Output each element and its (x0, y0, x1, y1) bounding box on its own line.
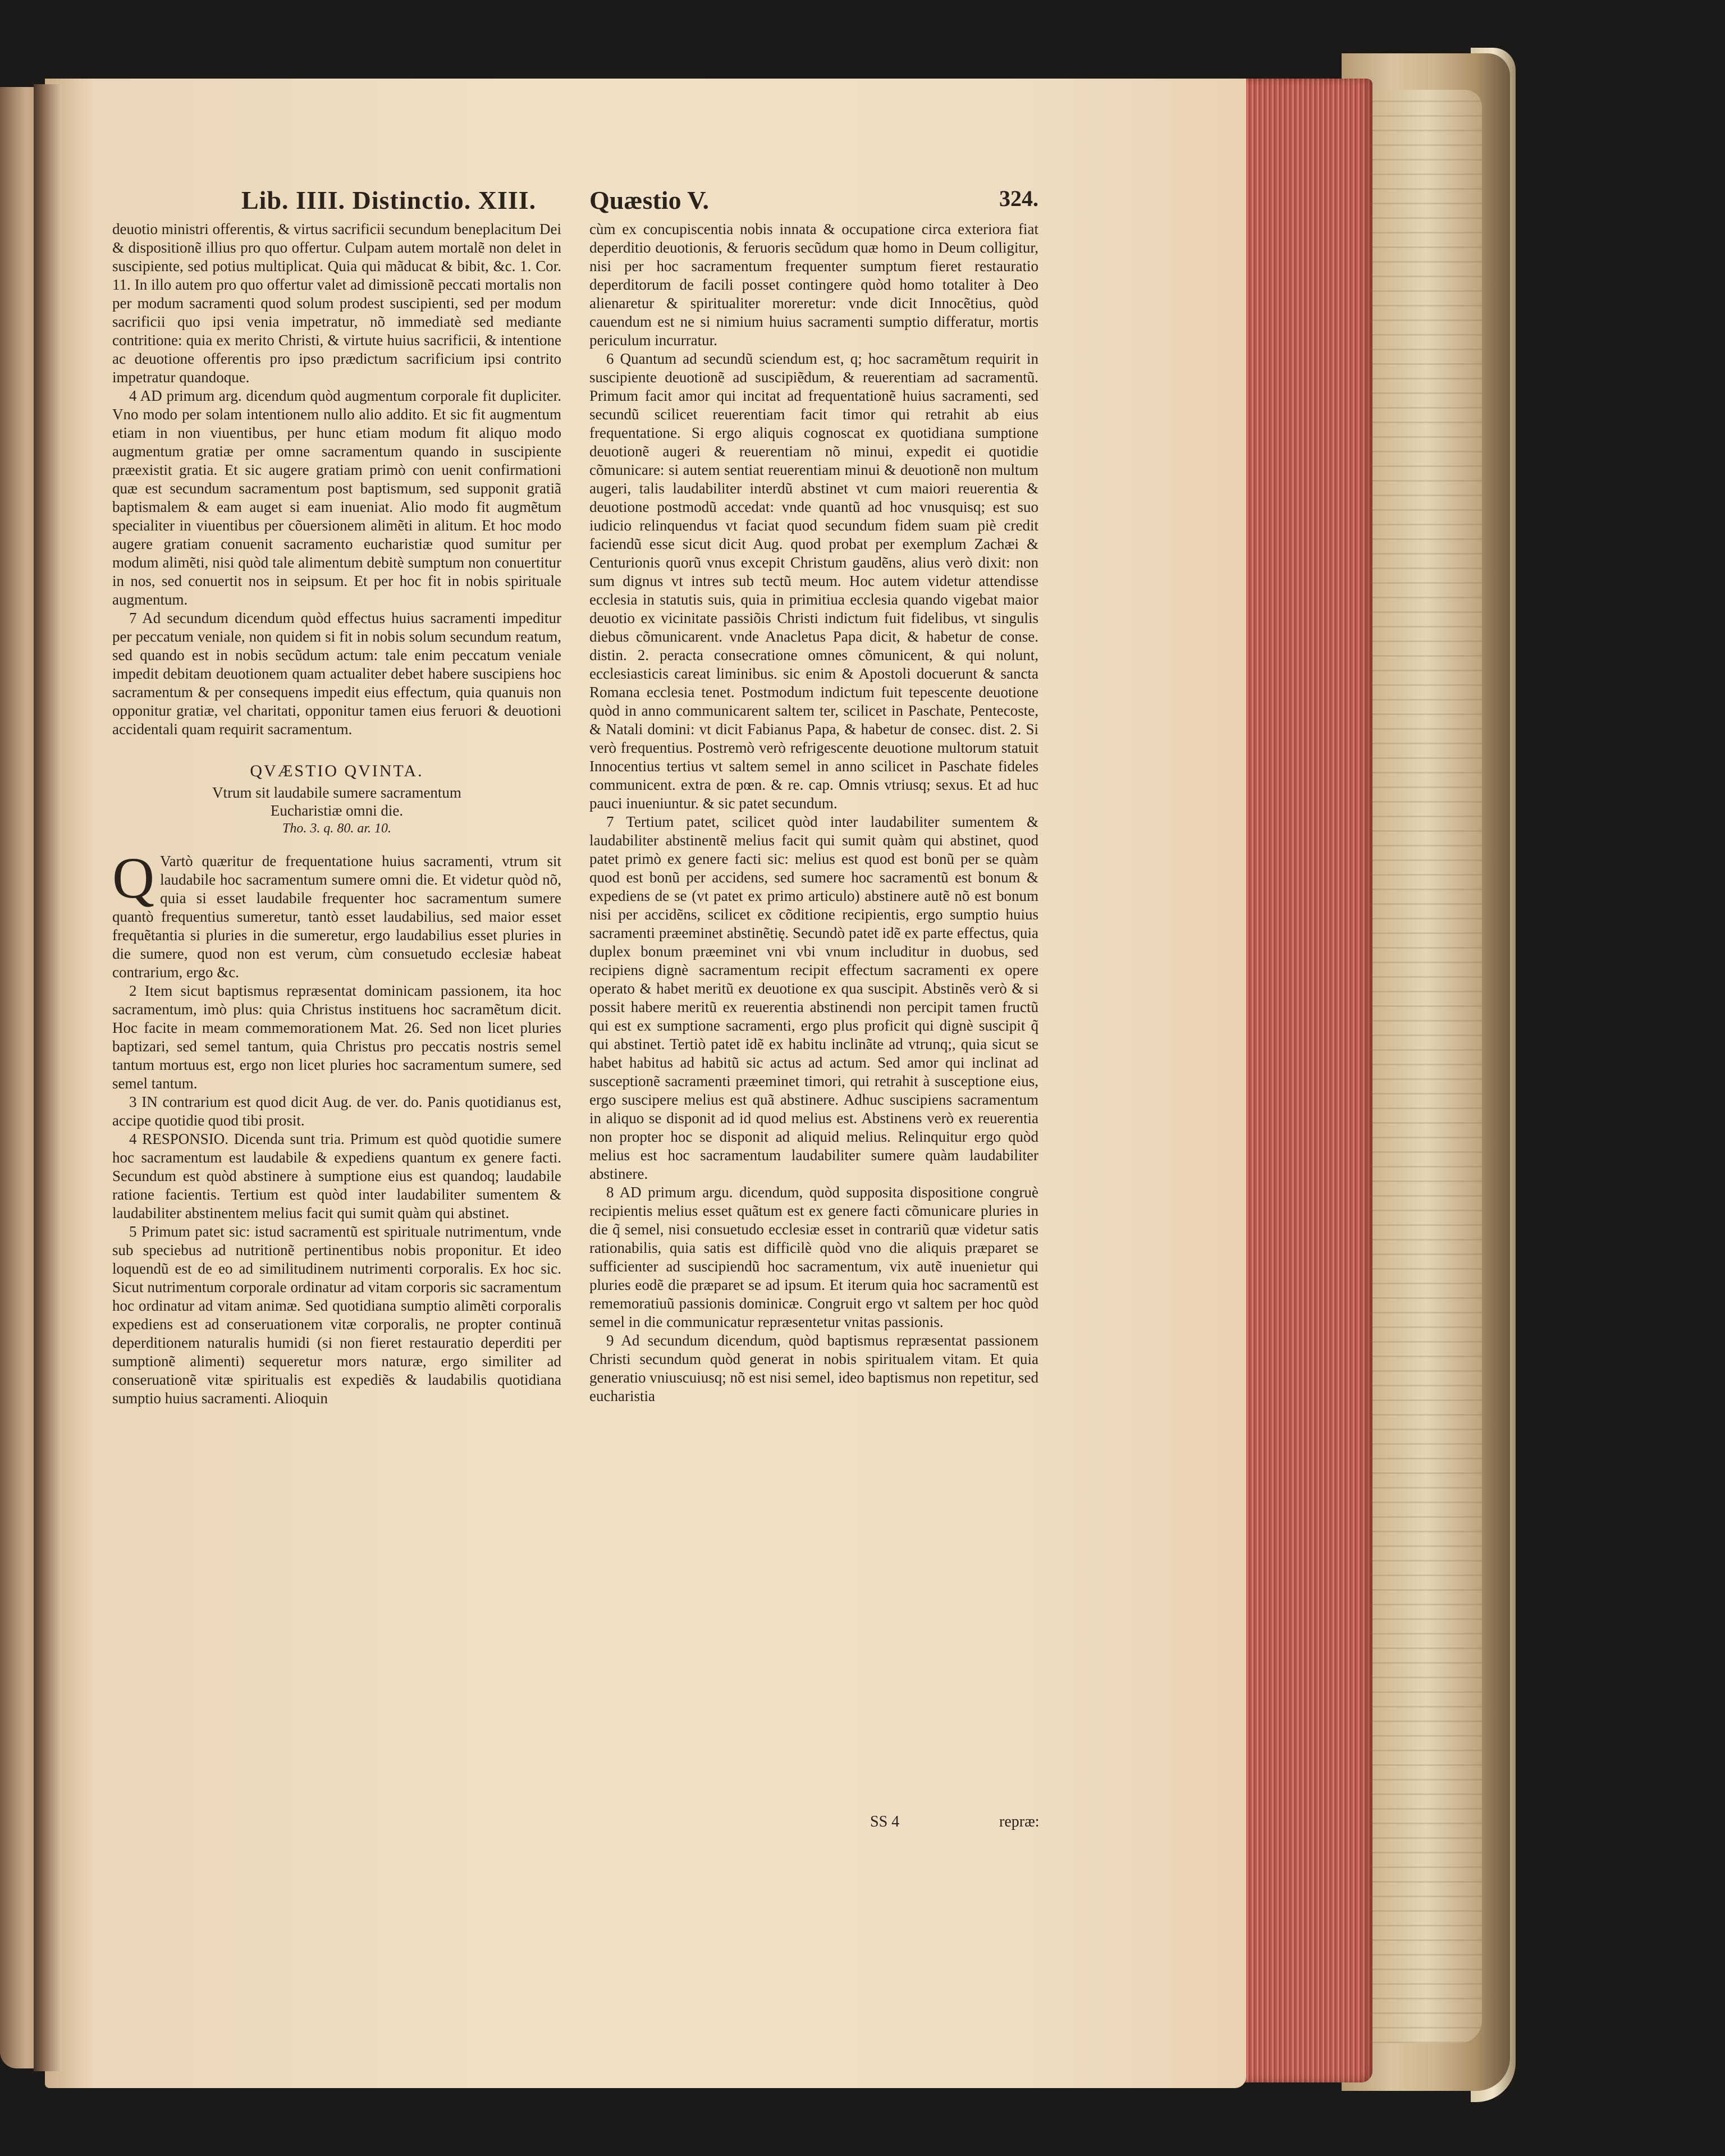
right-paragraph: cùm ex concupiscentia nobis innata & occupatione circa exteriora fiat deperditio deuotionis, & feruoris secũdum quæ homo in Deum colligitur, nisi per hoc sacramentum frequenter sumptum fieret restauratio deperditorum de facili posset contingere quòd homo totaliter à Deo alienaretur & spiritualiter moreretur: vnde dicit Innocẽtius, quòd cauendum est ne si nimium huius sacramenti sumptio differatur, mortis periculum incurratur. (589, 221, 1038, 349)
running-head (112, 185, 1038, 225)
question-citation: Tho. 3. q. 80. ar. 10. (282, 821, 392, 836)
running-head-left: Lib. IIII. Distinctio. XIII. (241, 186, 537, 214)
left-paragraph: deuotio ministri offerentis, & virtus sacrificii secundum beneplacitum Dei & dispositionẽ illius pro quo offertur. Culpam autem mortalẽ non delet in suscipiente, sed potius multiplicat. Quia qui mãducat & bibit, &c. 1. Cor. 11. In illo autem pro quo offertur valet ad dimissionẽ peccati mortalis non per modum sacramenti quod solum prodest suscipienti, sed per modum sacrificii quo ipsi venia impetratur, nõ immediatè sed mediante contritione: quia ex merito Christi, & virtute huius sacrificii, & intentione ac deuotione offerentis pro ipso prædictum sacrificium ipsi contrito impetratur quandoque. (112, 221, 561, 386)
right-column (589, 220, 1038, 1406)
right-paragraph: 9 Ad secundum dicendum, quòd baptismus repræsentat passionem Christi secundum quòd generat in nobis spiritualem vitam. Et quia generatio vniuscuiusq; nõ est nisi semel, ideo baptismus non repetitur, sed eucharistia (589, 1332, 1038, 1404)
right-paragraph: 8 AD primum argu. dicendum, quòd supposita dispositione congruè recipientis melius esset quãtum est ex genere facti cõmunicare pluries in die q̃ semel, nisi consuetudo ecclesiæ esset in contrariũ quæ videtur satis rationabilis, quia satis est difficilè quòd vno die aliquis præparet se sufficienter ad suscipiendũ hoc sacramentum, vix autẽ inuenietur qui pluries eodẽ die præparet se ad ipsum. Et iterum quia hoc sacramentũ est rememoratiuũ passionis dominicæ. Congruit ergo vt saltem per hoc quòd semel in die communicatur repræsentetur vnitas passionis. (589, 1184, 1038, 1330)
left-paragraph: 7 Ad secundum dicendum quòd effectus huius sacramenti impeditur per peccatum veniale, non quidem si fit in nobis solum secundum reatum, sed quando est in nobis secũdum actum: tale enim peccatum veniale impedit debitam deuotionem quam actualiter debet habere suscipiens hoc sacramentum & per consequens impedit eius effectum, quia quanuis non opponitur gratiæ, vel charitati, opponitur tamen eius feruori & deuotioni accidentali quam requirit sacramentum. (112, 610, 561, 738)
signature-mark: SS 4 (870, 1813, 900, 1830)
question-title-line-1: Vtrum sit laudabile sumere sacramentum (212, 784, 461, 801)
left-paragraph: 2 Item sicut baptismus repræsentat dominicam passionem, ita hoc sacramentum, imò plus: quia Christus instituens hoc sacramẽtum dicit. Hoc facite in meam commemorationem Mat. 26. Sed non licet pluries baptizari, sed semel tantum, quia Christus pro peccatis nostris semel tantum mortuus est, ergo non licet pluries hoc sacramentum sumere, sed semel tantum. (112, 982, 561, 1092)
red-page-edges (1235, 79, 1372, 2082)
binding-spine (1370, 90, 1482, 2043)
left-paragraph: 4 AD primum arg. dicendum quòd augmentum corporale fit dupliciter. Vno modo per solam intentionem nullo alio addito. Et sic fit augmentum etiam in non viuentibus, per hunc etiam modum fit aliquo modo augmentum gratiæ per omne sacramentum quando in suscipiente præexistit gratia. Et sic augere gratiam primò con uenit confirmationi quæ est secundum sacramentum post baptismum, sed supponit gratiã baptismalem & eam auget si eam inueniat. Alio modo fit augmẽtum specialiter in viuentibus per cõuersionem alimẽti in alitum. Et hoc modo augere gratiam conuenit sacramento eucharistiæ quod sumitur per modum alimẽti, nisi quòd tale alimentum debitè sumptum non conuertitur in nos, sed conuertit nos in seipsum. Et per hoc fit in nobis spirituale augmentum. (112, 387, 561, 608)
left-paragraph: 4 RESPONSIO. Dicenda sunt tria. Primum est quòd quotidie sumere hoc sacramentum est laudabile & expediens quantum ex genere facti. Secundum est quòd abstinere à sumptione eius est quandoq; laudabile ratione facientis. Tertium est quòd inter laudabiliter sumentem & laudabiliter abstinentem melius facit qui sumit quàm qui abstinet. (112, 1130, 561, 1221)
page-gutter (34, 84, 62, 2071)
left-paragraph-dropcap: QVartò quæritur de frequentatione huius sacramenti, vtrum sit laudabile hoc sacramentum sumere omni die. Et videtur quòd nõ, quia si esset laudabile frequenter hoc sacramentum sumere quantò frequentius sumeretur, tantò esset laudabilius, sed maior esset frequẽtantia si pluries in die sumeretur, ergo laudabilius esset pluries in die sumere, quod non est verum, cùm consuetudo ecclesiæ habeat contrarium, ergo &c. (112, 846, 561, 981)
right-paragraph: 7 Tertium patet, scilicet quòd inter laudabiliter sumentem & laudabiliter abstinentẽ melius facit qui sumit quàm qui abstinet, quod patet primò ex genere facti sic: melius est quod est bonũ per se quàm quod est bonũ per accidens, sed sumere hoc sacramentũ est bonum & expediens de se (vt patet ex primo articulo) abstinere autẽ nõ est bonum nisi per accidẽns, scilicet ex cõditione recipientis, ergo sumptio huius sacramenti præeminet abstinẽtię. Secundò patet idẽ ex parte effectus, quia duplex bonum præeminet vni vbi vnum includitur in duobus, sed recipiens dignè sacramentum recipit effectum sacramenti ex opere operato & habet meritũ ex deuotione ex qua suscipit. Abstinẽs verò & si possit habere meritũ ex reuerentia abstinendi non percipit tamen fructũ qui est ex sumptione sacramenti, ergo plus proficit qui dignè suscipit q̃ qui abstinet. Tertiò patet idẽ ex habitu inclinãte ad vtrunq;, quia sicut se habet habitus ad habitũ sic actus ad actum. Sed amor qui inclinat ad susceptionẽ sacramenti præeminet timori, qui retrahit à susceptione eius, ergo suscipere melius est quã abstinere. Adhuc suscipiens sacramentum in aliquo se disponit ad id quod melius est. Abstinens verò ex reuerentia non propter hoc se disponit ad aliquid melius. Relinquitur ergo quòd melius est hoc sacramentum laudabiliter sumere quàm laudabiliter abstinere. (589, 813, 1038, 1182)
question-heading: QVÆSTIO QVINTA. (250, 762, 424, 780)
question-title-line-2: Eucharistiæ omni die. (270, 802, 404, 819)
left-paragraph: 3 IN contrarium est quod dicit Aug. de ver. do. Panis quotidianus est, accipe quotidie quod tibi prosit. (112, 1093, 561, 1129)
left-paragraph: 5 Primum patet sic: istud sacramentũ est spirituale nutrimentum, vnde sub speciebus ad nutritionẽ pertinentibus nobis proponitur. Et ideo loquendũ est de eo ad similitudinem nutrimenti corporalis. Ex hoc sic. Sicut nutrimentum corporale ordinatur ad vitam corporis sic sacramentum hoc ordinatur ad vitam animæ. Sed quotidiana sumptio alimẽti corporalis expediens est ad conseruationem vitæ corporalis, ne propter continuã deperditionem naturalis humidi (si non fieret restauratio deperditi per sumptionẽ alimenti) sequeretur mors naturæ, ergo similiter ad conseruationẽ vitæ spiritualis est expediẽs & laudabilis quotidiana sumptio huius sacramenti. Alioquin (112, 1223, 561, 1407)
right-paragraph: 6 Quantum ad secundũ sciendum est, q; hoc sacramẽtum requirit in suscipiente deuotionẽ ad suscipiẽdum, & reuerentiam ad sacramentũ. Primum facit amor qui incitat ad frequentationẽ huius sacramenti, sed secundũ scilicet reuerentiam facit timor qui retrahit ab eius frequentatione. Si ergo aliquis cognoscat ex quotidiana sumptione deuotionẽ augeri & reuerentiam nõ minui, expedit ei quotidie cõmunicare: si autem sentiat reuerentiam minui & deuotionẽ non multum augeri, talis laudabiliter interdũ abstinet vt cum maiori reuerentia & deuotione postmodũ accedat: vnde quantũ ad hoc vnusquisq; est suo iudicio relinquendus vt faciat quod secundum fidem suam piè credit faciendũ esse sicut dicit Aug. quod probat per exemplum Zachæi & Centurionis quorũ vnus excepit Christum gaudẽns, alius verò dixit: non sum dignus vt intres sub tectũ meum. Hoc autem videtur attendisse ecclesia in statutis suis, quia in primitiua ecclesia quando vigebat maior deuotio ex vicinitate passiõis Christi indictum fuit fidelibus, vt singulis diebus cõmunicarent. vnde Anacletus Papa dicit, & habetur de conse. distin. 2. peracta consecratione omnes cõmunicent, & qui nolunt, ecclesiasticis careat liminibus. sic enim & Apostoli docuerunt & sancta Romana ecclesia tenet. Postmodum indictum fuit tepescente deuotione quòd in anno communicarent saltem ter, scilicet in Paschate, Pentecoste, & Natali domini: vt dicit Fabianus Papa, & habetur de consec. dist. 2. Si verò frequentius. Postremò verò refrigescente deuotione multorum statuit Innocentius tertius vt saltem semel in anno scilicet in Paschate fideles communicent. extra de pœn. & re. cap. Omnis vtriusq; sexus. Et ad huc pauci inueniuntur. & sic patet secundum. (589, 350, 1038, 812)
catchword: repræ: (999, 1813, 1040, 1830)
running-head-right: Quæstio V. (589, 186, 710, 214)
folio-number: 324. (999, 186, 1038, 211)
left-column (112, 220, 561, 1408)
